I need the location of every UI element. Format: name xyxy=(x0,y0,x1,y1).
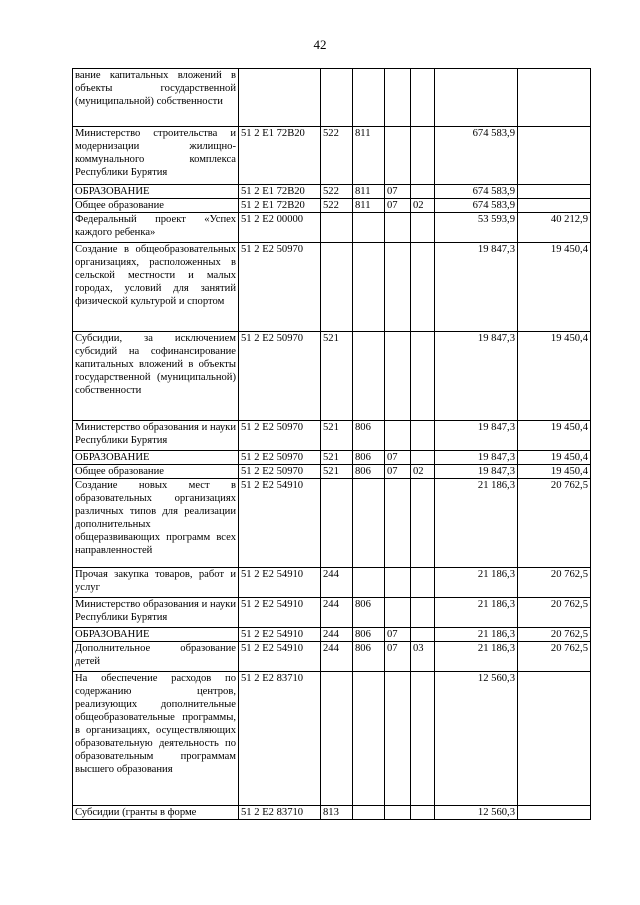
budget-table xyxy=(72,68,591,820)
table-row xyxy=(73,127,591,185)
subsection-code-cell: 03 xyxy=(411,642,435,672)
amount-year2-cell: 20 762,5 xyxy=(518,568,591,598)
target-article-code-cell: 51 2 E1 72B20 xyxy=(239,185,321,199)
amount-year1-cell: 53 593,9 xyxy=(435,213,518,243)
amount-year2-cell xyxy=(518,185,591,199)
subsection-code-cell xyxy=(411,568,435,598)
subsection-code-cell: 02 xyxy=(411,199,435,213)
table-row xyxy=(73,628,591,642)
section-code-cell xyxy=(385,213,411,243)
target-article-code-cell: 51 2 E2 54910 xyxy=(239,642,321,672)
expense-type-cell: 244 xyxy=(321,642,353,672)
expense-type-cell: 522 xyxy=(321,199,353,213)
target-article-code-cell: 51 2 E2 50970 xyxy=(239,451,321,465)
amount-year1-cell: 19 847,3 xyxy=(435,421,518,451)
amount-year2-cell: 19 450,4 xyxy=(518,451,591,465)
subsection-code-cell xyxy=(411,806,435,820)
expense-name-cell: Субсидии (гранты в форме xyxy=(73,806,239,820)
section-code-cell xyxy=(385,243,411,332)
amount-year2-cell: 20 762,5 xyxy=(518,628,591,642)
expense-name-cell: ОБРАЗОВАНИЕ xyxy=(73,451,239,465)
target-article-code-cell xyxy=(239,69,321,127)
expense-type-cell xyxy=(321,479,353,568)
target-article-code-cell: 51 2 E2 83710 xyxy=(239,672,321,806)
section-code-cell xyxy=(385,672,411,806)
subsection-code-cell xyxy=(411,185,435,199)
section-code-cell xyxy=(385,421,411,451)
expense-type-cell: 521 xyxy=(321,332,353,421)
amount-year1-cell: 674 583,9 xyxy=(435,199,518,213)
section-code-cell xyxy=(385,332,411,421)
ministry-code-cell xyxy=(353,213,385,243)
subsection-code-cell xyxy=(411,451,435,465)
table-row xyxy=(73,598,591,628)
expense-name-cell: ОБРАЗОВАНИЕ xyxy=(73,628,239,642)
section-code-cell xyxy=(385,69,411,127)
amount-year2-cell: 19 450,4 xyxy=(518,243,591,332)
expense-name-cell: Субсидии, за исключением субсидий на софинансирование капитальных вложений в объекты государственной (муниципальной) собственности xyxy=(73,332,239,421)
ministry-code-cell: 811 xyxy=(353,127,385,185)
table-row xyxy=(73,806,591,820)
section-code-cell xyxy=(385,479,411,568)
ministry-code-cell xyxy=(353,568,385,598)
table-row xyxy=(73,199,591,213)
ministry-code-cell: 811 xyxy=(353,185,385,199)
amount-year2-cell xyxy=(518,672,591,806)
target-article-code-cell: 51 2 E2 54910 xyxy=(239,479,321,568)
amount-year2-cell: 20 762,5 xyxy=(518,598,591,628)
section-code-cell: 07 xyxy=(385,199,411,213)
section-code-cell: 07 xyxy=(385,451,411,465)
ministry-code-cell: 806 xyxy=(353,598,385,628)
table-row xyxy=(73,69,591,127)
expense-name-cell: Министерство строительства и модернизации жилищно-коммунального комплекса Республики Бурятия xyxy=(73,127,239,185)
table-row xyxy=(73,421,591,451)
amount-year2-cell: 40 212,9 xyxy=(518,213,591,243)
amount-year1-cell: 21 186,3 xyxy=(435,628,518,642)
expense-name-cell: Прочая закупка товаров, работ и услуг xyxy=(73,568,239,598)
target-article-code-cell: 51 2 E2 00000 xyxy=(239,213,321,243)
target-article-code-cell: 51 2 E2 54910 xyxy=(239,568,321,598)
expense-type-cell: 244 xyxy=(321,628,353,642)
table-row xyxy=(73,465,591,479)
ministry-code-cell: 811 xyxy=(353,199,385,213)
expense-type-cell: 813 xyxy=(321,806,353,820)
expense-type-cell xyxy=(321,243,353,332)
expense-name-cell: Министерство образования и науки Республики Бурятия xyxy=(73,598,239,628)
amount-year1-cell: 674 583,9 xyxy=(435,127,518,185)
amount-year2-cell: 19 450,4 xyxy=(518,465,591,479)
section-code-cell xyxy=(385,127,411,185)
amount-year1-cell: 19 847,3 xyxy=(435,332,518,421)
expense-type-cell: 244 xyxy=(321,598,353,628)
subsection-code-cell xyxy=(411,628,435,642)
amount-year1-cell: 19 847,3 xyxy=(435,243,518,332)
expense-name-cell: вание капитальных вложений в объекты государственной (муниципальной) собственности xyxy=(73,69,239,127)
ministry-code-cell xyxy=(353,243,385,332)
amount-year2-cell xyxy=(518,199,591,213)
amount-year1-cell: 12 560,3 xyxy=(435,806,518,820)
section-code-cell xyxy=(385,806,411,820)
amount-year2-cell xyxy=(518,69,591,127)
expense-name-cell: Общее образование xyxy=(73,199,239,213)
subsection-code-cell xyxy=(411,598,435,628)
subsection-code-cell: 02 xyxy=(411,465,435,479)
amount-year1-cell: 19 847,3 xyxy=(435,451,518,465)
expense-name-cell: Дополнительное образование детей xyxy=(73,642,239,672)
expense-type-cell xyxy=(321,69,353,127)
subsection-code-cell xyxy=(411,243,435,332)
ministry-code-cell: 806 xyxy=(353,642,385,672)
amount-year1-cell xyxy=(435,69,518,127)
expense-name-cell: На обеспечение расходов по содержанию центров, реализующих дополнительные общеобразовательные программы, в организациях, осуществляющих образовательную деятельность по образовательным программам высшего образования xyxy=(73,672,239,806)
ministry-code-cell xyxy=(353,806,385,820)
expense-type-cell: 244 xyxy=(321,568,353,598)
expense-name-cell: Министерство образования и науки Республики Бурятия xyxy=(73,421,239,451)
expense-type-cell xyxy=(321,672,353,806)
expense-type-cell: 521 xyxy=(321,465,353,479)
target-article-code-cell: 51 2 E2 50970 xyxy=(239,421,321,451)
amount-year1-cell: 21 186,3 xyxy=(435,479,518,568)
amount-year1-cell: 674 583,9 xyxy=(435,185,518,199)
section-code-cell: 07 xyxy=(385,628,411,642)
expense-type-cell xyxy=(321,213,353,243)
section-code-cell xyxy=(385,598,411,628)
ministry-code-cell: 806 xyxy=(353,421,385,451)
amount-year1-cell: 19 847,3 xyxy=(435,465,518,479)
expense-type-cell: 521 xyxy=(321,451,353,465)
section-code-cell: 07 xyxy=(385,642,411,672)
ministry-code-cell: 806 xyxy=(353,628,385,642)
amount-year2-cell xyxy=(518,806,591,820)
target-article-code-cell: 51 2 E1 72B20 xyxy=(239,127,321,185)
ministry-code-cell xyxy=(353,672,385,806)
table-row xyxy=(73,479,591,568)
section-code-cell: 07 xyxy=(385,185,411,199)
amount-year2-cell xyxy=(518,127,591,185)
section-code-cell xyxy=(385,568,411,598)
amount-year1-cell: 21 186,3 xyxy=(435,568,518,598)
table-row xyxy=(73,672,591,806)
expense-name-cell: Общее образование xyxy=(73,465,239,479)
subsection-code-cell xyxy=(411,332,435,421)
amount-year2-cell: 19 450,4 xyxy=(518,332,591,421)
subsection-code-cell xyxy=(411,421,435,451)
table-row xyxy=(73,568,591,598)
target-article-code-cell: 51 2 E2 54910 xyxy=(239,628,321,642)
section-code-cell: 07 xyxy=(385,465,411,479)
table-row xyxy=(73,332,591,421)
amount-year1-cell: 12 560,3 xyxy=(435,672,518,806)
amount-year2-cell: 20 762,5 xyxy=(518,479,591,568)
expense-name-cell: Создание в общеобразовательных организациях, расположенных в сельской местности и малых городах, условий для занятий физической культурой и спортом xyxy=(73,243,239,332)
subsection-code-cell xyxy=(411,213,435,243)
table-row xyxy=(73,213,591,243)
subsection-code-cell xyxy=(411,69,435,127)
budget-table-body xyxy=(73,69,591,820)
target-article-code-cell: 51 2 E2 83710 xyxy=(239,806,321,820)
expense-name-cell: Создание новых мест в образовательных организациях различных типов для реализации дополнительных общеразвивающих программ всех направленностей xyxy=(73,479,239,568)
ministry-code-cell: 806 xyxy=(353,451,385,465)
ministry-code-cell: 806 xyxy=(353,465,385,479)
table-row xyxy=(73,185,591,199)
ministry-code-cell xyxy=(353,69,385,127)
amount-year1-cell: 21 186,3 xyxy=(435,598,518,628)
expense-name-cell: Федеральный проект «Успех каждого ребенка» xyxy=(73,213,239,243)
ministry-code-cell xyxy=(353,479,385,568)
expense-type-cell: 522 xyxy=(321,127,353,185)
subsection-code-cell xyxy=(411,479,435,568)
amount-year1-cell: 21 186,3 xyxy=(435,642,518,672)
table-row xyxy=(73,243,591,332)
ministry-code-cell xyxy=(353,332,385,421)
amount-year2-cell: 19 450,4 xyxy=(518,421,591,451)
target-article-code-cell: 51 2 E2 54910 xyxy=(239,598,321,628)
target-article-code-cell: 51 2 E2 50970 xyxy=(239,332,321,421)
target-article-code-cell: 51 2 E2 50970 xyxy=(239,243,321,332)
subsection-code-cell xyxy=(411,127,435,185)
table-row xyxy=(73,642,591,672)
expense-type-cell: 522 xyxy=(321,185,353,199)
page-number: 42 xyxy=(313,37,327,52)
subsection-code-cell xyxy=(411,672,435,806)
expense-type-cell: 521 xyxy=(321,421,353,451)
expense-name-cell: ОБРАЗОВАНИЕ xyxy=(73,185,239,199)
target-article-code-cell: 51 2 E1 72B20 xyxy=(239,199,321,213)
target-article-code-cell: 51 2 E2 50970 xyxy=(239,465,321,479)
table-row xyxy=(73,451,591,465)
amount-year2-cell: 20 762,5 xyxy=(518,642,591,672)
